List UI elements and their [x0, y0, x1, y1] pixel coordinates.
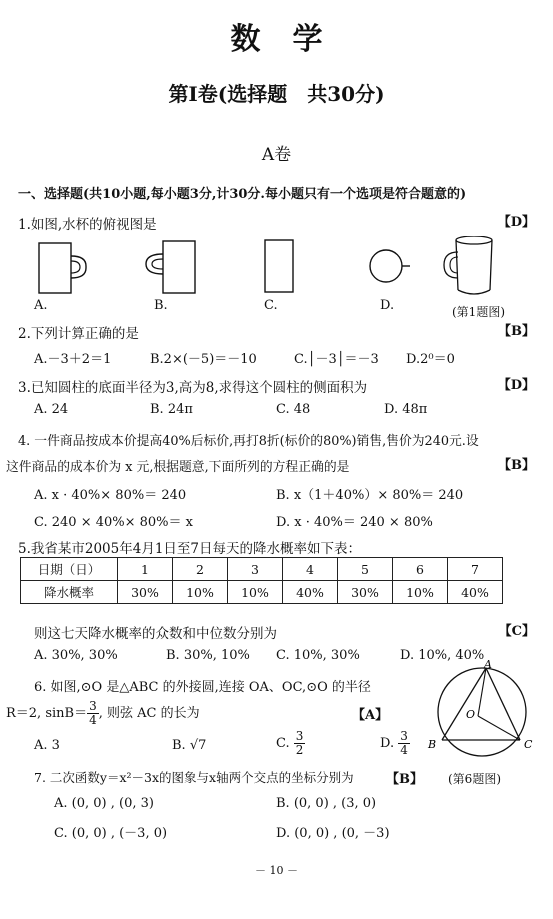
table-cell: 40%: [448, 581, 503, 604]
q1-figure-caption: (第1题图): [452, 305, 505, 319]
q6-figure-caption: (第6题图): [448, 772, 501, 786]
q1-option-b-figure: [146, 241, 195, 293]
q7-option-d: D. (0, 0) , (0, －3): [276, 826, 390, 841]
q6-option-a: A. 3: [34, 738, 60, 753]
q2-option-a: A.－3＋2＝1: [34, 352, 112, 367]
q7-option-c: C. (0, 0) , (－3, 0): [54, 826, 168, 841]
section-heading: 一、选择题(共10小题,每小题3分,计30分.每小题只有一个选项是符合题意的): [18, 187, 467, 202]
sinb-fraction: $\frac{3}{4}$: [89, 699, 97, 727]
table-cell: 10%: [228, 581, 283, 604]
label-b: B: [428, 738, 437, 751]
q1-option-a: A.: [34, 298, 48, 313]
q3-answer: 【D】: [497, 378, 535, 393]
q1-option-d: D.: [380, 298, 395, 313]
q7-option-b: B. (0, 0) , (3, 0): [276, 796, 377, 811]
q1-option-d-figure: [370, 250, 410, 282]
q4-option-b: B. x（1＋40%）× 80%＝ 240: [276, 488, 464, 503]
q6-option-c-fraction: $\frac{3}{2}$: [295, 729, 304, 757]
q3-option-c: C. 48: [276, 402, 311, 417]
q4-option-a: A. x · 40%× 80%＝ 240: [34, 488, 187, 503]
volume-title: 第Ⅰ卷(选择题 共30分): [168, 82, 385, 106]
table-header-cell: 6: [393, 558, 448, 581]
q6-stem-prefix: R＝2, sinB＝: [6, 706, 88, 721]
q4-stem-line1: 4. 一件商品按成本价提高40%后标价,再打8折(标价的80%)销售,售价为240元.设: [18, 434, 479, 449]
q1-answer: 【D】: [497, 215, 535, 230]
q6-answer: 【A】: [352, 708, 389, 723]
q7-stem: 7. 二次函数y＝x²－3x的图象与x轴两个交点的坐标分别为: [34, 770, 354, 785]
table-header-cell: 1: [118, 558, 173, 581]
table-header-cell: 2: [173, 558, 228, 581]
q1-option-c-figure: [265, 240, 293, 292]
q4-option-d: D. x · 40%＝ 240 × 80%: [276, 515, 433, 530]
subject-title: 数学: [230, 22, 355, 57]
q3-option-d: D. 48π: [384, 402, 428, 417]
table-header-cell: 3: [228, 558, 283, 581]
q4-stem-line2: 这件商品的成本价为 x 元,根据题意,下面所列的方程正确的是: [6, 460, 350, 475]
table-header-cell: 7: [448, 558, 503, 581]
q6-stem-suffix: , 则弦 AC 的长为: [98, 706, 200, 721]
table-header-cell: 日期（日）: [21, 558, 118, 581]
q1-cup-views: [28, 236, 508, 298]
q5-option-c: C. 10%, 30%: [276, 648, 360, 663]
q1-cup-figure: [444, 236, 492, 294]
table-row-label: 降水概率: [21, 581, 118, 604]
q2-option-b: B.2×(－5)＝－10: [150, 352, 257, 367]
q7-option-a: A. (0, 0) , (0, 3): [54, 796, 154, 811]
table-row: [21, 581, 503, 604]
table-header-cell: 4: [283, 558, 338, 581]
q3-option-a: A. 24: [34, 402, 69, 417]
table-header-cell: 5: [338, 558, 393, 581]
q1-stem: 1.如图,水杯的俯视图是: [18, 217, 157, 233]
q6-stem-line2: [6, 700, 200, 727]
q4-option-c: C. 240 × 40%× 80%＝ x: [34, 515, 193, 530]
q5-followup: 则这七天降水概率的众数和中位数分别为: [34, 626, 277, 642]
q2-option-c: C.│－3│＝－3: [294, 352, 379, 367]
q6-stem-line1: 6. 如图,⊙O 是△ABC 的外接圆,连接 OA、OC,⊙O 的半径: [34, 680, 371, 695]
q1-option-a-figure: [39, 243, 86, 293]
q5-stem: 5.我省某市2005年4月1日至7日每天的降水概率如下表：: [18, 541, 362, 557]
q6-option-d: D. $\frac{3}{4}$: [380, 729, 408, 757]
q2-answer: 【B】: [498, 324, 535, 339]
table-cell: 10%: [173, 581, 228, 604]
table-cell: 30%: [338, 581, 393, 604]
q3-stem: 3.已知圆柱的底面半径为3,高为8,求得这个圆柱的侧面积为: [18, 380, 368, 396]
table-header-row: [21, 558, 503, 581]
table-cell: 10%: [393, 581, 448, 604]
q1-option-b: B.: [154, 298, 168, 313]
label-o: O: [466, 708, 476, 721]
q2-option-d: D.2⁰＝0: [406, 352, 455, 367]
q7-answer: 【B】: [386, 772, 423, 787]
rain-probability-table: [20, 557, 503, 604]
q5-option-d: D. 10%, 40%: [400, 648, 485, 663]
q1-option-c: C.: [264, 298, 278, 313]
q5-option-a: A. 30%, 30%: [34, 648, 118, 663]
label-c: C: [524, 738, 533, 751]
q2-stem: 2.下列计算正确的是: [18, 326, 139, 342]
table-cell: 30%: [118, 581, 173, 604]
table-cell: 40%: [283, 581, 338, 604]
q3-option-b: B. 24π: [150, 402, 193, 417]
q5-option-b: B. 30%, 10%: [166, 648, 250, 663]
part-title: A卷: [261, 145, 292, 165]
q6-option-b: B. √7: [172, 738, 207, 753]
label-a: A: [484, 660, 492, 671]
page-number: － 10 －: [255, 864, 298, 877]
q6-circle-figure: [420, 660, 542, 764]
q4-answer: 【B】: [498, 458, 535, 473]
q6-option-d-fraction: $\frac{3}{4}$: [400, 729, 408, 757]
q5-answer: 【C】: [498, 624, 535, 639]
q6-option-c: C. $\frac{3}{2}$: [276, 729, 304, 757]
